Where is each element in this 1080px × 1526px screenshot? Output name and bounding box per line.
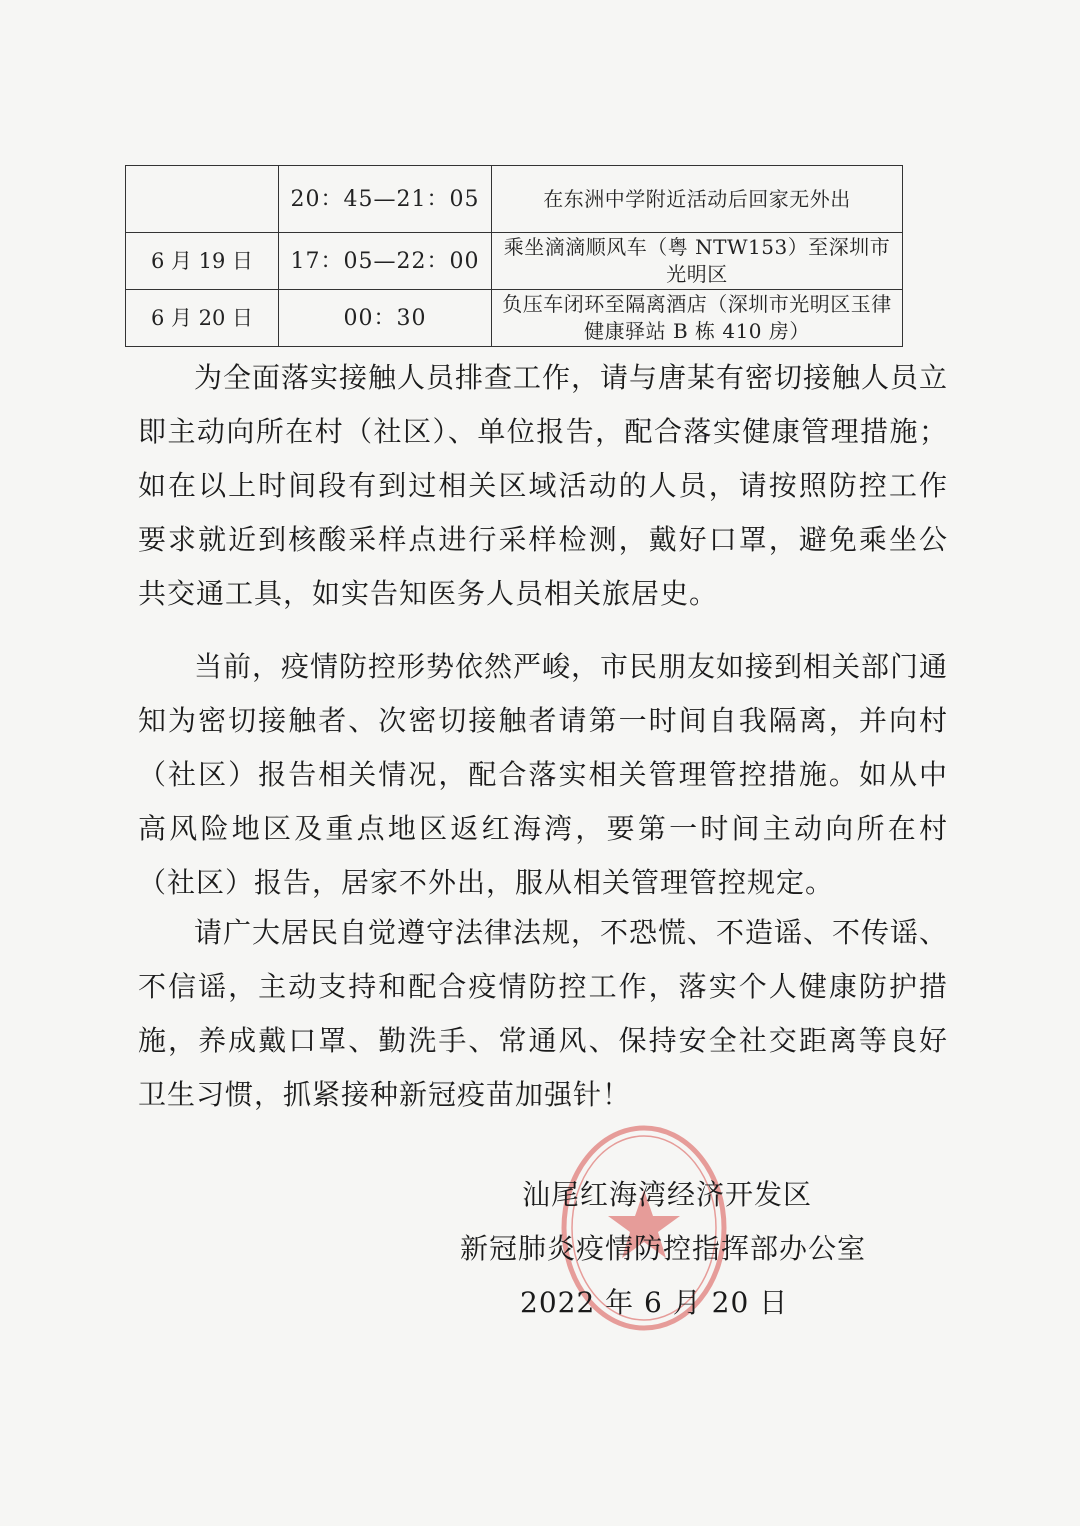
- table-row: [126, 290, 903, 347]
- paragraph-public-appeal: 请广大居民自觉遵守法律法规，不恐慌、不造谣、不传谣、不信谣，主动支持和配合疫情防控工作，落实个人健康防护措施，养成戴口罩、勤洗手、常通风、保持安全社交距离等良好卫生习惯，抓紧接种新冠疫苗加强针！: [138, 916, 949, 1111]
- date-cell: 6 月 20 日: [126, 290, 279, 347]
- time-cell: 20：45—21：05: [279, 166, 492, 233]
- paragraph-epidemic-situation: 当前，疫情防控形势依然严峻，市民朋友如接到相关部门通知为密切接触者、次密切接触者请第一时间自我隔离，并向村（社区）报告相关情况，配合落实相关管理管控措施。如从中高风险地区及重点地区返红海湾，要第一时间主动向所在村（社区）报告，居家不外出，服从相关管理管控规定。: [138, 650, 949, 899]
- activity-cell: 乘坐滴滴顺风车（粤 NTW153）至深圳市光明区: [492, 233, 903, 290]
- date-cell: [126, 166, 279, 233]
- table-row: [126, 166, 903, 233]
- time-cell: 17：05—22：00: [279, 233, 492, 290]
- issue-date: 2022 年 6 月 20 日: [520, 1286, 789, 1319]
- date-cell: 6 月 19 日: [126, 233, 279, 290]
- time-cell: 00：30: [279, 290, 492, 347]
- activity-cell: 负压车闭环至隔离酒店（深圳市光明区玉律健康驿站 B 栋 410 房）: [492, 290, 903, 347]
- itinerary-table: [125, 165, 903, 347]
- activity-cell: 在东洲中学附近活动后回家无外出: [492, 166, 903, 233]
- issuing-office: 新冠肺炎疫情防控指挥部办公室: [460, 1232, 867, 1265]
- table-row: [126, 233, 903, 290]
- issuing-organization: 汕尾红海湾经济开发区: [522, 1178, 813, 1211]
- paragraph-contact-screening: 为全面落实接触人员排查工作，请与唐某有密切接触人员立即主动向所在村（社区）、单位报告，配合落实健康管理措施；如在以上时间段有到过相关区域活动的人员，请按照防控工作要求就近到核酸采样点进行采样检测，戴好口罩，避免乘坐公共交通工具，如实告知医务人员相关旅居史。: [138, 361, 949, 610]
